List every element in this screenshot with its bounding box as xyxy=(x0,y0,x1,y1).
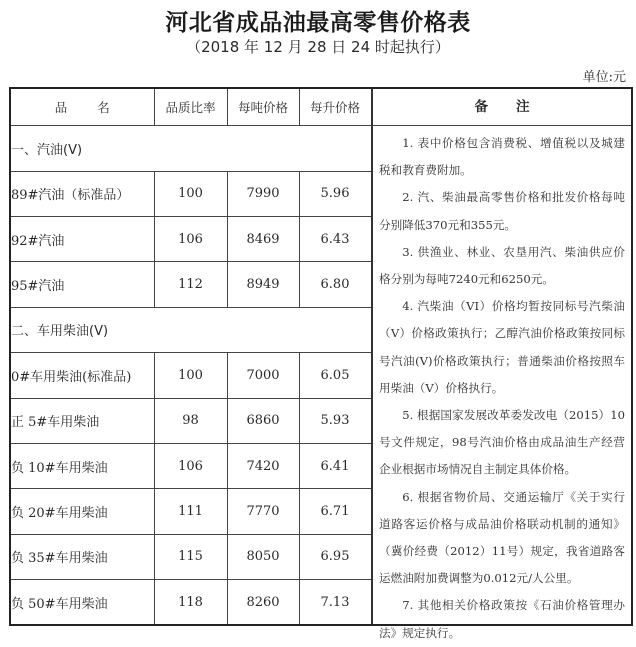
quality-ratio: 106 xyxy=(154,217,227,262)
price-table xyxy=(9,87,633,640)
table-row xyxy=(11,398,371,443)
header-row xyxy=(11,89,371,126)
price-per-liter: 6.05 xyxy=(299,353,371,398)
price-per-ton: 8260 xyxy=(227,580,299,624)
quality-ratio: 106 xyxy=(154,443,227,488)
notes-header: 备注 xyxy=(373,89,631,126)
note-item: 4. 汽柴油（VI）价格均暂按同标号汽柴油（V）价格政策执行；乙醇汽油价格政策按同标号汽油(V)价格政策执行；普通柴油价格按照车用柴油（V）价格执行。 xyxy=(379,299,625,395)
price-per-ton: 7770 xyxy=(227,489,299,534)
price-per-ton: 8050 xyxy=(227,534,299,579)
table-row xyxy=(11,443,371,488)
product-name: 正 5#车用柴油 xyxy=(11,398,154,443)
table-row xyxy=(11,262,371,307)
product-name: 92#汽油 xyxy=(11,217,154,262)
unit-label: 单位:元 xyxy=(582,70,626,85)
col-header-per-liter: 每升价格 xyxy=(299,89,371,126)
price-per-ton: 8469 xyxy=(227,217,299,262)
table-row xyxy=(11,489,371,534)
product-name: 负 50#车用柴油 xyxy=(11,580,154,624)
price-per-ton: 7420 xyxy=(227,443,299,488)
section-row xyxy=(11,307,371,352)
price-per-liter: 6.95 xyxy=(299,534,371,579)
price-per-ton: 7990 xyxy=(227,171,299,216)
quality-ratio: 112 xyxy=(154,262,227,307)
col-header-per-ton: 每吨价格 xyxy=(227,89,299,126)
table-row xyxy=(11,580,371,624)
note-item: 2. 汽、柴油最高零售价格和批发价格每吨分别降低370元和355元。 xyxy=(379,190,625,232)
note-item: 1. 表中价格包含消费税、增值税以及城建税和教育费附加。 xyxy=(379,136,625,178)
price-per-liter: 6.43 xyxy=(299,217,371,262)
note-item: 5. 根据国家发展改革委发改电（2015）10号文件规定，98号汽油价格由成品油生产经营企业根据市场情况自主制定具体价格。 xyxy=(379,408,625,477)
price-per-ton: 7000 xyxy=(227,353,299,398)
section-row xyxy=(11,126,371,171)
product-name: 负 35#车用柴油 xyxy=(11,534,154,579)
product-name: 89#汽油（标准品） xyxy=(11,171,154,216)
quality-ratio: 98 xyxy=(154,398,227,443)
quality-ratio: 111 xyxy=(154,489,227,534)
price-per-ton: 6860 xyxy=(227,398,299,443)
note-item: 7. 其他相关价格政策按《石油价格管理办法》规定执行。 xyxy=(379,598,625,640)
table-row xyxy=(11,353,371,398)
page-title: 河北省成品油最高零售价格表 xyxy=(165,9,471,36)
price-grid xyxy=(11,89,372,624)
note-item: 3. 供渔业、林业、农垦用汽、柴油供应价格分别为每吨7240元和6250元。 xyxy=(379,244,625,287)
price-per-liter: 6.71 xyxy=(299,489,371,534)
quality-ratio: 115 xyxy=(154,534,227,579)
section-diesel: 二、车用柴油(V) xyxy=(11,307,371,352)
col-header-name: 品名 xyxy=(11,89,154,126)
effective-date: （2018 年 12 月 28 日 24 时起执行） xyxy=(186,38,450,56)
table-row xyxy=(11,217,371,262)
price-per-liter: 5.96 xyxy=(299,171,371,216)
product-name: 0#车用柴油(标准品) xyxy=(11,353,154,398)
section-gasoline: 一、汽油(V) xyxy=(11,126,371,171)
quality-ratio: 100 xyxy=(154,171,227,216)
notes-body xyxy=(373,126,631,647)
price-per-liter: 6.80 xyxy=(299,262,371,307)
price-per-liter: 5.93 xyxy=(299,398,371,443)
price-per-liter: 6.41 xyxy=(299,443,371,488)
notes-column xyxy=(371,89,631,640)
product-name: 负 10#车用柴油 xyxy=(11,443,154,488)
table-row xyxy=(11,534,371,579)
col-header-ratio: 品质比率 xyxy=(154,89,227,126)
product-name: 负 20#车用柴油 xyxy=(11,489,154,534)
note-item: 6. 根据省物价局、交通运输厅《关于实行道路客运价格与成品油价格联动机制的通知》（冀价经费（2012）11号）规定，我省道路客运燃油附加费调整为0.012元/人公里。 xyxy=(379,489,625,586)
product-name: 95#汽油 xyxy=(11,262,154,307)
price-per-liter: 7.13 xyxy=(299,580,371,624)
quality-ratio: 118 xyxy=(154,580,227,624)
price-per-ton: 8949 xyxy=(227,262,299,307)
quality-ratio: 100 xyxy=(154,353,227,398)
table-row xyxy=(11,171,371,216)
